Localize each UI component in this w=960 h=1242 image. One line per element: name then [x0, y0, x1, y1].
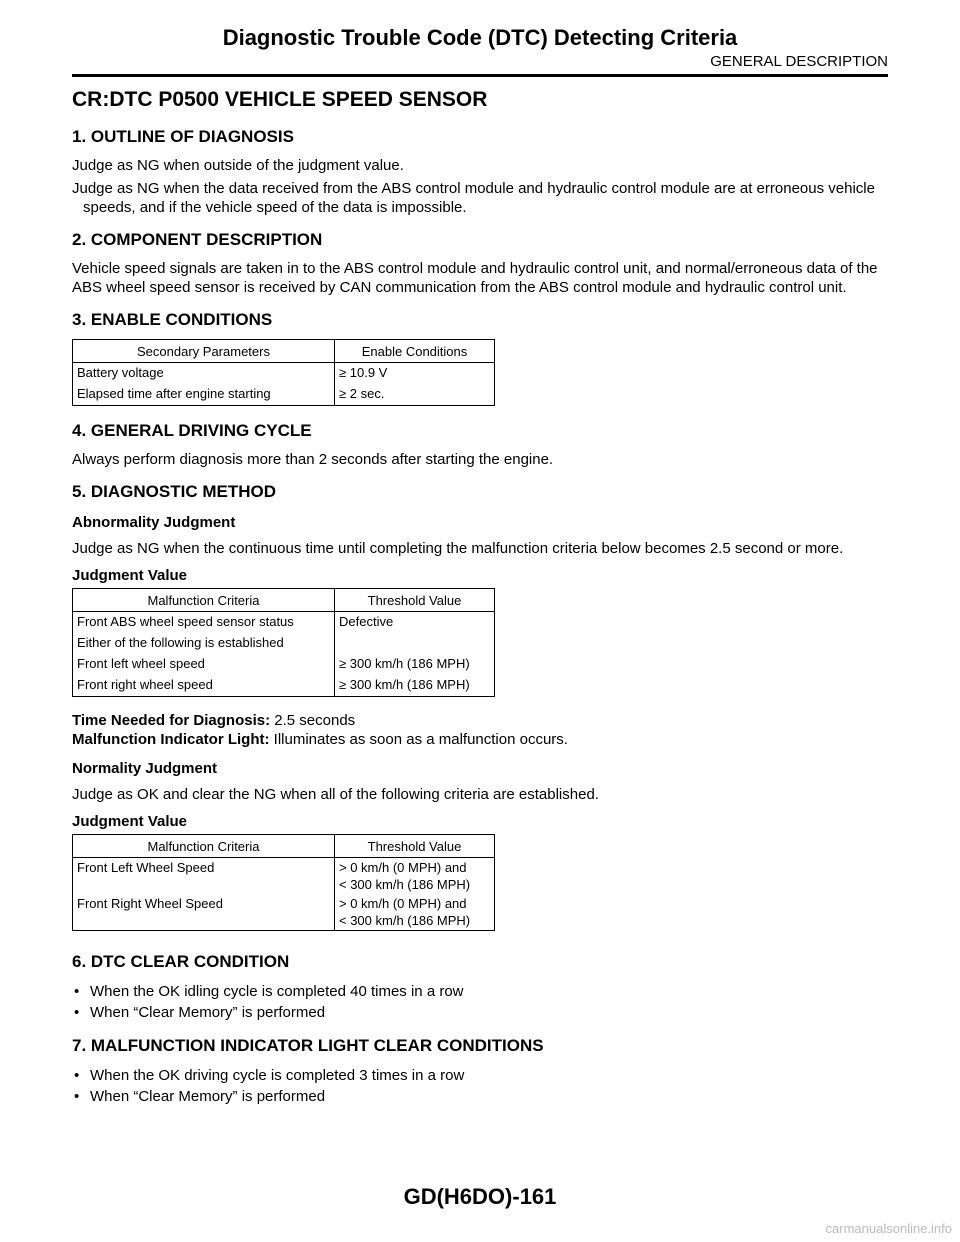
table-cell: Elapsed time after engine starting	[73, 384, 335, 406]
table-cell	[335, 858, 495, 895]
table-cell	[335, 633, 495, 654]
component-heading: 2. COMPONENT DESCRIPTION	[72, 230, 323, 249]
list-item: • When “Clear Memory” is performed	[72, 1086, 888, 1107]
driving-cycle-text: Always perform diagnosis more than 2 seconds after starting the engine.	[72, 451, 554, 468]
table-cell: Front Right Wheel Speed	[73, 894, 335, 931]
table-row	[73, 654, 495, 675]
mil-line	[72, 730, 888, 749]
header-rule	[72, 74, 888, 77]
abnormality-table	[72, 588, 495, 697]
table-row	[73, 612, 495, 634]
outline-text-1: Judge as NG when outside of the judgment value.	[72, 157, 404, 174]
table-cell: ≥ 300 km/h (186 MPH)	[339, 677, 470, 692]
diagnostic-method-heading: 5. DIAGNOSTIC METHOD	[72, 482, 277, 501]
column-header: Threshold Value	[335, 589, 495, 612]
abnormality-heading: Abnormality Judgment	[72, 514, 236, 531]
table-row	[73, 363, 495, 385]
outline-text-2: Judge as NG when the data received from the ABS control module and hydraulic control module are at erroneous vehicle speeds, and if the vehicle speed of the data is impossible.	[72, 180, 875, 216]
enable-conditions-table	[72, 339, 495, 406]
document-body	[72, 86, 888, 1111]
list-item: • When the OK driving cycle is completed 3 times in a row	[72, 1065, 888, 1086]
mil-value: Illuminates as soon as a malfunction occurs.	[273, 731, 568, 748]
page-number: GD(H6DO)-161	[403, 1184, 557, 1209]
dtc-title: CR:DTC P0500 VEHICLE SPEED SENSOR	[72, 88, 488, 111]
time-needed-line	[72, 711, 888, 730]
column-header: Secondary Parameters	[73, 340, 335, 363]
table-header-row	[73, 835, 495, 858]
threshold-line: < 300 km/h (186 MPH)	[339, 913, 471, 928]
list-item: • When “Clear Memory” is performed	[72, 1002, 888, 1023]
table-row	[73, 858, 495, 895]
column-header: Threshold Value	[335, 835, 495, 858]
dtc-clear-heading: 6. DTC CLEAR CONDITION	[72, 952, 290, 971]
table-cell: Either of the following is established	[73, 633, 335, 654]
list-item: • When the OK idling cycle is completed 40 times in a row	[72, 981, 888, 1002]
table-row	[73, 675, 495, 697]
table-cell: Battery voltage	[73, 363, 335, 385]
table-cell: ≥ 10.9 V	[339, 365, 388, 380]
page-header	[72, 24, 888, 77]
outline-heading: 1. OUTLINE OF DIAGNOSIS	[72, 127, 294, 146]
normality-heading: Normality Judgment	[72, 760, 218, 777]
table-cell: Front ABS wheel speed sensor status	[73, 612, 335, 634]
column-header: Enable Conditions	[335, 340, 495, 363]
normality-table	[72, 834, 495, 931]
table-row	[73, 633, 495, 654]
dtc-clear-list	[72, 981, 888, 1023]
component-text: Vehicle speed signals are taken in to the ABS control module and hydraulic control unit, and normal/erroneous data of the ABS wheel speed sensor is received by CAN communication from the ABS control module and hydraulic control unit.	[72, 260, 878, 296]
time-needed-label: Time Needed for Diagnosis:	[72, 712, 271, 729]
enable-heading: 3. ENABLE CONDITIONS	[72, 310, 273, 329]
threshold-line: < 300 km/h (186 MPH)	[339, 877, 471, 892]
page-title: Diagnostic Trouble Code (DTC) Detecting Criteria	[222, 25, 738, 50]
threshold-line: > 0 km/h (0 MPH) and	[339, 860, 467, 875]
mil-clear-heading: 7. MALFUNCTION INDICATOR LIGHT CLEAR CONDITIONS	[72, 1036, 544, 1055]
threshold-line: > 0 km/h (0 MPH) and	[339, 896, 467, 911]
table-cell: Defective	[339, 614, 394, 629]
column-header: Malfunction Criteria	[73, 835, 335, 858]
table-row	[73, 384, 495, 406]
column-header: Malfunction Criteria	[73, 589, 335, 612]
table-cell: Front right wheel speed	[73, 675, 335, 697]
table-cell: Front Left Wheel Speed	[73, 858, 335, 895]
mil-label: Malfunction Indicator Light:	[72, 731, 270, 748]
table-cell: ≥ 2 sec.	[339, 386, 385, 401]
abnormality-text: Judge as NG when the continuous time until completing the malfunction criteria below becomes 2.5 second or more.	[72, 540, 844, 557]
judgment-value-label: Judgment Value	[72, 567, 188, 584]
driving-cycle-heading: 4. GENERAL DRIVING CYCLE	[72, 421, 312, 440]
table-cell: ≥ 300 km/h (186 MPH)	[339, 656, 470, 671]
table-cell: Front left wheel speed	[73, 654, 335, 675]
table-header-row	[73, 340, 495, 363]
mil-clear-list	[72, 1065, 888, 1107]
normality-text: Judge as OK and clear the NG when all of the following criteria are established.	[72, 786, 599, 803]
time-needed-value: 2.5 seconds	[274, 712, 356, 729]
watermark: carmanualsonline.info	[825, 1221, 952, 1236]
table-cell	[335, 894, 495, 931]
table-header-row	[73, 589, 495, 612]
table-row	[73, 894, 495, 931]
judgment-value-label: Judgment Value	[72, 813, 188, 830]
section-label: GENERAL DESCRIPTION	[710, 53, 888, 70]
